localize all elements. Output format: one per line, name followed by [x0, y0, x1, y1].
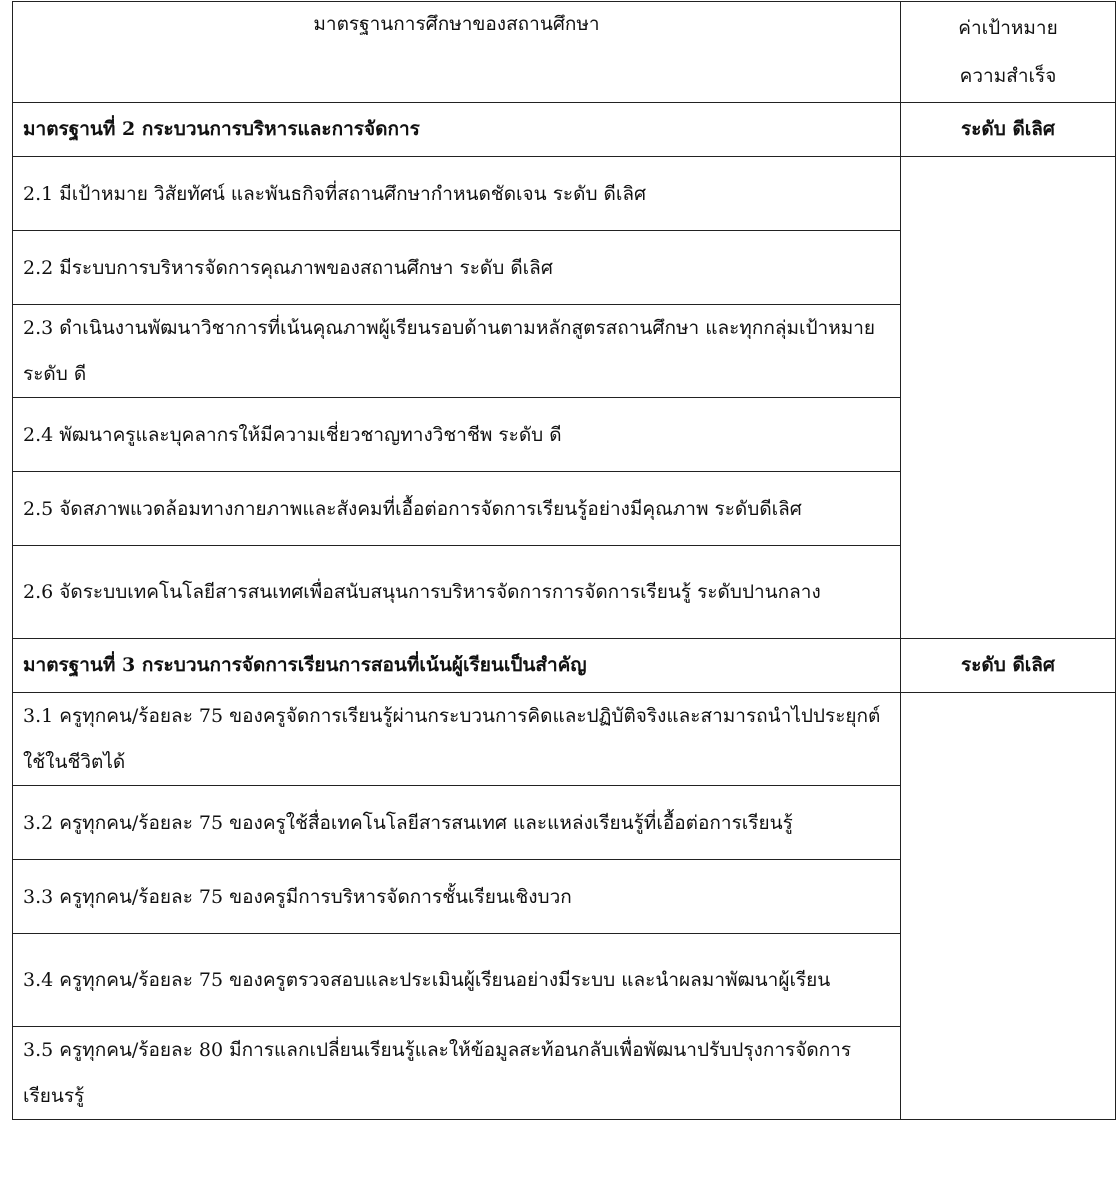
indicator-2-4: 2.4 พัฒนาครูและบุคลากรให้มีความเชี่ยวชาญทางวิชาชีพ ระดับ ดี: [13, 398, 901, 472]
standard-column-header-label: มาตรฐานการศึกษาของสถานศึกษา: [313, 13, 600, 35]
indicator-3-5: 3.5 ครูทุกคน/ร้อยละ 80 มีการแลกเปลี่ยนเรียนรู้และให้ข้อมูลสะท้อนกลับเพื่อพัฒนาปรับปรุงการจัดการเรียนรรู้: [13, 1027, 901, 1120]
standard-3-target-blank: [901, 693, 1116, 1120]
standard-2-target-blank: [901, 157, 1116, 639]
indicator-3-1: 3.1 ครูทุกคน/ร้อยละ 75 ของครูจัดการเรียนรู้ผ่านกระบวนการคิดและปฏิบัติจริงและสามารถนำไปประยุกต์ใช้ในชีวิตได้: [13, 693, 901, 786]
indicator-3-2: 3.2 ครูทุกคน/ร้อยละ 75 ของครูใช้สื่อเทคโนโลยีสารสนเทศ และแหล่งเรียนรู้ที่เอื้อต่อการเรียนรู้: [13, 786, 901, 860]
target-column-header: [901, 2, 1116, 103]
indicator-2-2: 2.2 มีระบบการบริหารจัดการคุณภาพของสถานศึกษา ระดับ ดีเลิศ: [13, 231, 901, 305]
standard-2-row: [13, 103, 1116, 157]
standard-2-title: มาตรฐานที่ 2 กระบวนการบริหารและการจัดการ: [13, 103, 901, 157]
standard-3-target: ระดับ ดีเลิศ: [901, 639, 1116, 693]
indicator-3-4: 3.4 ครูทุกคน/ร้อยละ 75 ของครูตรวจสอบและประเมินผู้เรียนอย่างมีระบบ และนำผลมาพัฒนาผู้เรียน: [13, 934, 901, 1027]
indicator-2-5: 2.5 จัดสภาพแวดล้อมทางกายภาพและสังคมที่เอื้อต่อการจัดการเรียนรู้อย่างมีคุณภาพ ระดับดีเลิศ: [13, 472, 901, 546]
header-row: [13, 2, 1116, 103]
indicator-3-3: 3.3 ครูทุกคน/ร้อยละ 75 ของครูมีการบริหารจัดการชั้นเรียนเชิงบวก: [13, 860, 901, 934]
target-column-header-line2: ความสำเร็จ: [959, 65, 1057, 87]
standard-3-title: มาตรฐานที่ 3 กระบวนการจัดการเรียนการสอนที่เน้นผู้เรียนเป็นสำคัญ: [13, 639, 901, 693]
standard-column-header: [13, 2, 901, 103]
indicator-2-6: 2.6 จัดระบบเทคโนโลยีสารสนเทศเพื่อสนับสนุนการบริหารจัดการการจัดการเรียนรู้ ระดับปานกลาง: [13, 546, 901, 639]
indicator-2-1: 2.1 มีเป้าหมาย วิสัยทัศน์ และพันธกิจที่สถานศึกษากำหนดชัดเจน ระดับ ดีเลิศ: [13, 157, 901, 231]
standard-3-row: [13, 639, 1116, 693]
standard-2-target: ระดับ ดีเลิศ: [901, 103, 1116, 157]
target-column-header-line1: ค่าเป้าหมาย: [958, 17, 1058, 39]
table-row: [13, 157, 1116, 231]
table-row: [13, 693, 1116, 786]
standards-table: [12, 1, 1116, 1120]
indicator-2-3: 2.3 ดำเนินงานพัฒนาวิชาการที่เน้นคุณภาพผู้เรียนรอบด้านตามหลักสูตรสถานศึกษา และทุกกลุ่มเป้าหมาย ระดับ ดี: [13, 305, 901, 398]
